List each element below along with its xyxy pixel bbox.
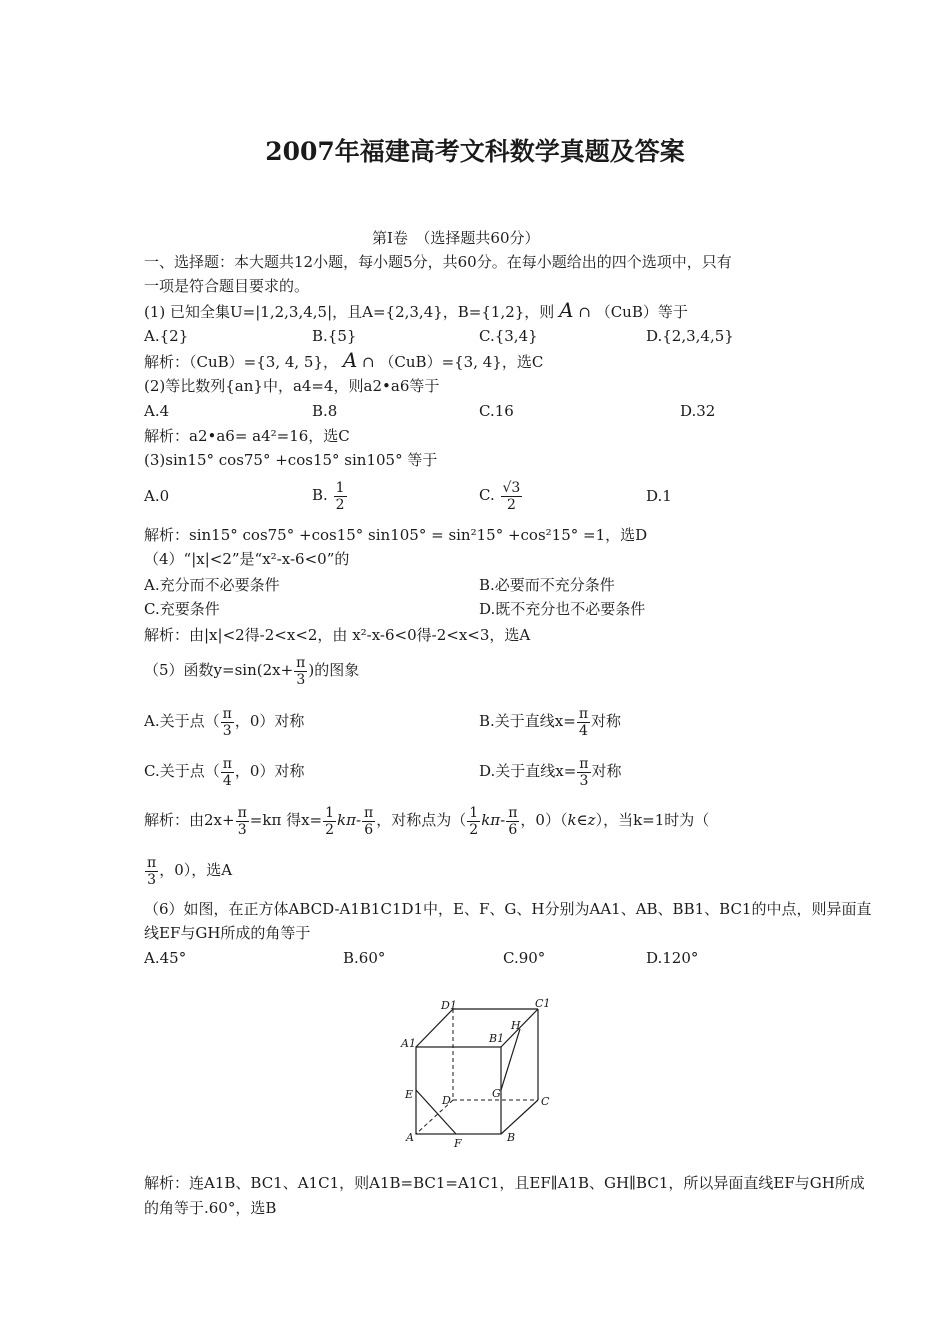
q2-stem: (2)等比数列{an}中，a4=4，则a2•a6等于 — [144, 377, 440, 395]
q5-frac — [577, 756, 590, 789]
q2-option-c: C.16 — [479, 402, 514, 420]
frac-den: 3 — [222, 722, 232, 739]
q5-an-0: 解析：由2x+ — [144, 811, 235, 829]
edge-c-b — [501, 1100, 538, 1134]
frac-num: π — [222, 755, 232, 772]
frac-den: 2 — [469, 821, 479, 838]
frac-den: 2 — [325, 821, 335, 838]
frac-num: 1 — [325, 804, 335, 821]
label-e: E — [405, 1088, 414, 1101]
frac-num: π — [147, 854, 157, 871]
q5-opt-c-post: ，0）对称 — [234, 762, 305, 780]
label-d1: D1 — [441, 999, 457, 1012]
frac-den: 4 — [578, 722, 588, 739]
q5-opt-d-pre: D.关于直线x= — [479, 762, 577, 780]
q1-analysis-set-a: A — [342, 348, 358, 372]
q5-frac — [145, 855, 158, 888]
q5-an-5: ，0），选A — [159, 861, 233, 879]
q5-opt-b-post: 对称 — [591, 712, 622, 730]
label-b1: B1 — [489, 1032, 505, 1045]
frac-den: 3 — [237, 821, 247, 838]
q5-frac — [506, 805, 519, 838]
q5-stem — [144, 651, 359, 689]
q5-analysis-cont — [144, 851, 232, 889]
q5-an-4: ），当k=1时为（ — [595, 811, 710, 829]
frac-den: 3 — [147, 871, 157, 888]
q1-stem-tail: （CuB）等于 — [595, 303, 688, 321]
q1-option-a: A.{2} — [144, 327, 189, 345]
section-header: 第Ⅰ卷 （选择题共60分） — [372, 229, 540, 247]
q5-an-3: ，0）（ — [520, 811, 568, 829]
frac-den: 2 — [506, 496, 516, 513]
q4-option-a: A.充分而不必要条件 — [144, 576, 280, 594]
q2-option-a: A.4 — [144, 402, 170, 420]
q3-option-b — [312, 476, 348, 514]
frac-num: π — [508, 804, 518, 821]
frac-num: 1 — [469, 804, 479, 821]
frac-den: 2 — [335, 496, 345, 513]
q3-analysis: 解析：sin15° cos75° +cos15° sin105° = sin²15° +cos²15° =1，选D — [144, 526, 648, 544]
q3-option-c-label: C. — [479, 486, 495, 504]
q5-analysis — [144, 801, 709, 839]
label-c: C — [541, 1095, 550, 1108]
frac-den: 3 — [296, 671, 306, 688]
q3-frac-sqrt3 — [501, 480, 523, 513]
q5-an-2: ，对称点为（ — [376, 811, 467, 829]
frac-num: π — [296, 654, 306, 671]
q6-option-b: B.60° — [343, 949, 386, 967]
frac-den: 3 — [579, 772, 589, 789]
q3-stem: (3)sin15° cos75° +cos15° sin105° 等于 — [144, 451, 438, 469]
q5-frac — [323, 805, 336, 838]
q2-option-b: B.8 — [312, 402, 338, 420]
q1-option-c: C.{3,4} — [479, 327, 538, 345]
frac-num: π — [578, 705, 589, 722]
q1-stem — [144, 300, 688, 322]
frac-den: 4 — [222, 772, 232, 789]
page-title: 2007年福建高考文科数学真题及答案 — [265, 137, 685, 166]
q3-option-a: A.0 — [144, 487, 170, 505]
q6-option-a: A.45° — [144, 949, 187, 967]
frac-num: √3 — [502, 479, 521, 496]
q1-cap: ∩ — [578, 303, 591, 321]
intro-line-2: 一项是符合题目要求的。 — [144, 277, 310, 295]
cube-figure — [398, 996, 558, 1152]
q5-opt-a-pre: A.关于点（ — [144, 712, 220, 730]
q1-analysis-b: （CuB）={3, 4}，选C — [379, 353, 544, 371]
label-c1: C1 — [535, 997, 551, 1010]
q5-k-in-z: k∈z — [567, 811, 596, 829]
q5-frac — [362, 805, 375, 838]
q5-minus-2: - — [500, 811, 506, 829]
q1-option-b: B.{5} — [312, 327, 357, 345]
q5-stem-a: （5）函数y=sin(2x+ — [144, 661, 294, 679]
q1-analysis-a: 解析：（CuB）={3, 4, 5}， — [144, 353, 339, 371]
q5-opt-b-pre: B.关于直线x= — [479, 712, 576, 730]
q5-option-b — [479, 702, 621, 740]
q5-an-1: =kπ 得x= — [249, 811, 323, 829]
q1-set-a: A — [559, 298, 574, 322]
intro-line-1: 一、选择题：本大题共12小题，每小题5分，共60分。在每小题给出的四个选项中，只有 — [144, 253, 732, 271]
q4-analysis: 解析：由|x|<2得-2<x<2，由 x²-x-6<0得-2<x<3，选A — [144, 626, 531, 644]
label-f: F — [454, 1137, 462, 1150]
q5-option-a — [144, 702, 304, 740]
frac-num: 1 — [335, 479, 345, 496]
q1-analysis — [144, 350, 543, 372]
q5-k-pi-2: kπ — [481, 811, 501, 829]
front-face — [416, 1047, 501, 1134]
q3-option-c — [479, 476, 523, 514]
label-a: A — [406, 1131, 414, 1144]
q5-stem-b: )的图象 — [308, 661, 360, 679]
q2-option-d: D.32 — [680, 402, 716, 420]
q4-stem: （4）“|x|<2”是“x²-x-6<0”的 — [144, 550, 350, 568]
frac-num: π — [237, 804, 247, 821]
frac-den: 6 — [364, 821, 374, 838]
q6-option-c: C.90° — [503, 949, 546, 967]
q5-frac — [236, 805, 249, 838]
q4-option-b: B.必要而不充分条件 — [479, 576, 615, 594]
q5-k-pi: kπ — [337, 811, 356, 829]
q6-stem-2: 线EF与GH所成的角等于 — [144, 924, 311, 942]
q2-analysis: 解析：a2•a6= a4²=16，选C — [144, 427, 350, 445]
q5-opt-c-pre: C.关于点（ — [144, 762, 220, 780]
q5-frac — [221, 756, 234, 789]
q3-option-d: D.1 — [646, 487, 672, 505]
q5-option-c — [144, 752, 304, 790]
frac-num: π — [222, 705, 232, 722]
q5-opt-d-post: 对称 — [591, 762, 622, 780]
frac-den: 6 — [508, 821, 518, 838]
edge-d1-a1 — [416, 1009, 453, 1047]
q4-option-d: D.既不充分也不必要条件 — [479, 600, 646, 618]
q6-analysis-2: 的角等于.60°，选B — [144, 1199, 277, 1217]
q6-stem-1: （6）如图，在正方体ABCD-A1B1C1D1中，E、F、G、H分别为AA1、AB、BB1、BC1的中点，则异面直 — [144, 900, 872, 918]
q4-option-c: C.充要条件 — [144, 600, 220, 618]
label-h: H — [511, 1019, 521, 1032]
q5-frac — [577, 706, 590, 739]
q1-option-d: D.{2,3,4,5} — [646, 327, 734, 345]
q1-stem-text: (1) 已知全集U=|1,2,3,4,5|，且A={2,3,4}，B={1,2}，则 — [144, 303, 555, 321]
label-g: G — [492, 1087, 501, 1100]
frac-num: π — [579, 755, 589, 772]
label-d: D — [442, 1094, 451, 1107]
q6-option-d: D.120° — [646, 949, 699, 967]
frac-num: π — [364, 804, 374, 821]
q5-frac — [467, 805, 480, 838]
q5-opt-a-post: ，0）对称 — [234, 712, 305, 730]
label-b: B — [507, 1131, 516, 1144]
q5-minus: - — [355, 811, 362, 829]
label-a1: A1 — [401, 1037, 416, 1050]
q5-option-d — [479, 752, 622, 790]
q3-frac-half — [334, 480, 347, 513]
q1-analysis-cap: ∩ — [362, 353, 375, 371]
q5-frac — [221, 706, 234, 739]
q6-analysis-1: 解析：连A1B、BC1、A1C1，则A1B=BC1=A1C1，且EF∥A1B、GH∥BC1，所以异面直线EF与GH所成 — [144, 1174, 865, 1192]
q3-option-b-label: B. — [312, 486, 328, 504]
q5-frac-pi3 — [294, 655, 307, 688]
